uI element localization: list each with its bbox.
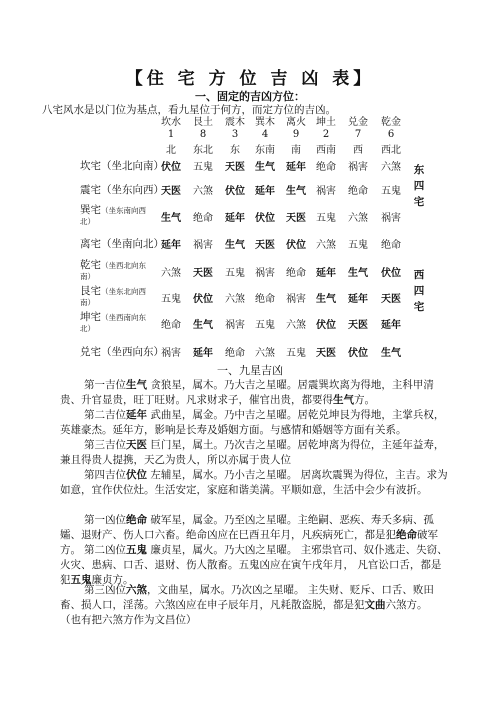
table-cell: 六煞 <box>225 294 245 305</box>
column-dir: 西 <box>353 145 363 156</box>
table-cell: 伏位 <box>161 162 181 173</box>
table-cell: 祸害 <box>225 320 245 331</box>
table-cell: 生气 <box>348 268 368 279</box>
column-num: 2 <box>322 129 330 140</box>
position-label: 第二吉位 <box>84 409 126 421</box>
group-west-text: 西四宅 <box>413 269 425 313</box>
table-cell: 六煞 <box>193 186 213 197</box>
table-cell: 伏位 <box>255 213 275 224</box>
column-dir: 东北 <box>193 145 213 156</box>
star-description: 破军星，属金。乃至凶之星曜。主绝嗣、恶疾、寿夭多病、孤孀、退财产、伤人口六畜。绝命凶应在巳酉丑年月，凡疾病死亡，都是犯 <box>60 514 434 541</box>
star-name-emphasis: 生气 <box>333 394 354 406</box>
column-name: 艮土 <box>193 117 213 128</box>
table-cell: 延年 <box>225 213 245 224</box>
star-name-emphasis: 绝命 <box>396 529 417 541</box>
table-cell: 天医 <box>225 162 245 173</box>
row-label <box>80 344 164 359</box>
star-description: 廉贞星，属火。乃大凶之星曜。 主邪祟官司、奴仆逃走、失窃、火灾、患病、口舌、退财、伤人散畜。五鬼凶应在寅午戌年月， 凡官讼口舌，都是犯 <box>60 544 448 586</box>
table-cell: 天医 <box>286 213 306 224</box>
table-cell: 六煞 <box>286 320 306 331</box>
table-cell: 六煞 <box>348 213 368 224</box>
row-house-name: 震宅 <box>80 184 101 196</box>
table-cell: 绝命 <box>316 162 336 173</box>
column-name: 离火 <box>286 117 306 128</box>
row-house-name: 乾宅 <box>80 259 101 271</box>
table-cell: 延年 <box>255 186 275 197</box>
position-label: 第三吉位 <box>84 439 126 451</box>
group-east-text: 东四宅 <box>413 164 425 208</box>
row-label <box>80 286 152 308</box>
star-name-emphasis: 文曲 <box>364 599 386 611</box>
star-paragraph <box>60 438 450 468</box>
star-description: 巨门星，属土。乃次吉之星曜。居乾坤离为得位，主延年益寿，兼且得贵人提携，天乙为贵人，所以亦属于贵人位 <box>60 439 445 466</box>
table-cell: 延年 <box>193 348 213 359</box>
table-cell: 延年 <box>381 320 401 331</box>
table-cell: 五鬼 <box>348 240 368 251</box>
table-cell: 祸害 <box>381 213 401 224</box>
table-cell: 五鬼 <box>381 186 401 197</box>
position-label: 第三凶位 <box>84 584 126 596</box>
row-house-orientation: （坐西向东） <box>101 346 164 358</box>
row-house-name: 离宅 <box>80 238 101 250</box>
row-label <box>80 158 164 173</box>
table-cell: 生气 <box>255 162 275 173</box>
table-cell: 天医 <box>316 348 336 359</box>
table-cell: 延年 <box>316 268 336 279</box>
table-cell: 绝命 <box>286 268 306 279</box>
row-house-orientation: （坐东向西） <box>101 184 164 196</box>
position-label: 第一吉位 <box>84 379 126 391</box>
star-name: 伏位 <box>126 469 147 481</box>
column-num: 3 <box>231 129 239 140</box>
position-label: 第一凶位 <box>84 514 126 526</box>
table-cell: 天医 <box>161 186 181 197</box>
star-description-tail: 廉贞方。 <box>91 574 134 586</box>
table-cell: 天医 <box>381 294 401 305</box>
column-num: 7 <box>354 129 362 140</box>
row-house-orientation: （坐西北向东南） <box>80 261 146 281</box>
column-name: 兑金 <box>348 117 368 128</box>
star-name-emphasis: 五鬼 <box>70 574 92 586</box>
star-paragraph <box>60 583 450 628</box>
table-cell: 五鬼 <box>255 320 275 331</box>
star-description-tail: 六煞方。 （也有把六煞方作为文昌位） <box>60 599 428 626</box>
table-cell: 伏位 <box>225 186 245 197</box>
table-cell: 绝命 <box>381 240 401 251</box>
column-dir: 东南 <box>255 145 275 156</box>
table-cell: 绝命 <box>161 320 181 331</box>
table-cell: 五鬼 <box>225 268 245 279</box>
table-cell: 伏位 <box>286 240 306 251</box>
table-cell: 五鬼 <box>161 294 181 305</box>
table-cell: 六煞 <box>161 268 181 279</box>
table-cell: 天医 <box>348 320 368 331</box>
table-cell: 六煞 <box>316 240 336 251</box>
position-label: 第二凶位 <box>84 544 126 556</box>
row-house-orientation: （坐南向北） <box>101 238 164 250</box>
table-cell: 六煞 <box>381 162 401 173</box>
star-description: 贪狼星，属木。乃大吉之星曜。居震巽坎离为得地，主科甲清贵、升官显贵，旺丁旺财。凡求财求子，催官出贵，都要得 <box>60 379 434 406</box>
row-house-name: 巽宅 <box>80 204 101 216</box>
column-name: 巽木 <box>255 117 275 128</box>
table-cell: 六煞 <box>255 348 275 359</box>
row-label <box>80 260 152 282</box>
row-label <box>80 182 164 197</box>
column-name: 坎水 <box>161 117 181 128</box>
star-name: 天医 <box>126 439 147 451</box>
table-cell: 生气 <box>381 348 401 359</box>
row-house-orientation: （坐东南向西北） <box>80 206 146 226</box>
table-cell: 祸害 <box>193 240 213 251</box>
star-description: 左辅星，属水。乃小吉之星曜。 居离坎震巽为得位，主吉。求为如意，宜作伏位灶。生活安定，家庭和谐美满。平顺如意，生活中会少有波折。 <box>60 469 448 496</box>
table-cell: 绝命 <box>193 213 213 224</box>
row-house-name: 兑宅 <box>80 346 101 358</box>
star-paragraph <box>60 468 450 498</box>
star-name: 六煞 <box>126 584 147 596</box>
section-heading-fixed-directions: 一、固定的吉凶方位： <box>195 90 305 103</box>
row-house-orientation: （坐东北向西南） <box>80 287 146 307</box>
table-cell: 祸害 <box>316 186 336 197</box>
table-cell: 伏位 <box>193 294 213 305</box>
column-dir: 南 <box>291 145 301 156</box>
table-cell: 生气 <box>286 186 306 197</box>
star-description: ，文曲星，属水。乃次凶之星曜。 主失财、贬斥、口舌、败田畜、损人口，淫荡。六煞凶应在申子辰年月，凡耗散盗脱，都是犯 <box>60 584 434 611</box>
table-cell: 延年 <box>286 162 306 173</box>
column-num: 8 <box>199 129 207 140</box>
row-label <box>80 312 152 334</box>
table-cell: 天医 <box>255 240 275 251</box>
row-house-name: 坤宅 <box>80 311 101 323</box>
column-dir: 西南 <box>316 145 336 156</box>
table-cell: 祸害 <box>348 162 368 173</box>
table-cell: 伏位 <box>381 268 401 279</box>
star-name: 五鬼 <box>126 544 147 556</box>
section-heading-nine-stars: 一、九星吉凶 <box>217 364 283 377</box>
row-house-name: 坎宅 <box>80 160 101 172</box>
table-cell: 五鬼 <box>316 213 336 224</box>
table-cell: 生气 <box>225 240 245 251</box>
table-cell: 绝命 <box>225 348 245 359</box>
star-name: 延年 <box>126 409 147 421</box>
position-label: 第四吉位 <box>84 469 126 481</box>
row-house-orientation: （坐北向南） <box>101 160 164 172</box>
star-description-tail: 破军方。 <box>60 529 438 556</box>
table-cell: 生气 <box>316 294 336 305</box>
star-paragraph <box>60 408 450 438</box>
column-num: 9 <box>292 129 300 140</box>
column-num: 4 <box>261 129 269 140</box>
row-label <box>80 236 164 251</box>
star-description: 武曲星，属金。乃中吉之星曜。居乾兑坤艮为得地，主掌兵权，英雄豪杰。延年方，影响是长寿及婚姻方面。与感情和婚姻等方面有关系。 <box>60 409 445 436</box>
column-dir: 西北 <box>381 145 401 156</box>
column-num: 6 <box>387 129 395 140</box>
star-name: 生气 <box>126 379 147 391</box>
column-num: 1 <box>167 129 175 140</box>
row-label <box>80 205 152 227</box>
table-cell: 祸害 <box>161 348 181 359</box>
table-cell: 延年 <box>161 240 181 251</box>
row-house-orientation: （坐西南向东北） <box>80 313 146 333</box>
page-title: 【住 宅 方 位 吉 凶 表】 <box>125 69 375 89</box>
column-name: 坤土 <box>316 117 336 128</box>
table-cell: 延年 <box>348 294 368 305</box>
table-cell: 绝命 <box>348 186 368 197</box>
star-paragraph <box>60 543 450 588</box>
star-paragraph <box>60 378 450 408</box>
table-cell: 生气 <box>193 320 213 331</box>
table-cell: 绝命 <box>255 294 275 305</box>
table-cell: 祸害 <box>286 294 306 305</box>
intro-text: 八宅风水是以门位为基点，看九星位于何方，而定方位的吉凶。 <box>42 104 336 116</box>
table-cell: 天医 <box>193 268 213 279</box>
column-dir: 东 <box>230 145 240 156</box>
row-house-name: 艮宅 <box>80 285 101 297</box>
column-dir: 北 <box>166 145 176 156</box>
table-cell: 伏位 <box>348 348 368 359</box>
star-name: 绝命 <box>126 514 147 526</box>
table-cell: 五鬼 <box>193 162 213 173</box>
table-cell: 生气 <box>161 213 181 224</box>
column-name: 乾金 <box>381 117 401 128</box>
table-cell: 五鬼 <box>286 348 306 359</box>
table-cell: 伏位 <box>316 320 336 331</box>
star-description-tail: 方。 <box>354 394 375 406</box>
group-east-label <box>412 162 426 210</box>
column-name: 震木 <box>225 117 245 128</box>
table-cell: 祸害 <box>255 268 275 279</box>
group-west-label <box>412 267 426 315</box>
